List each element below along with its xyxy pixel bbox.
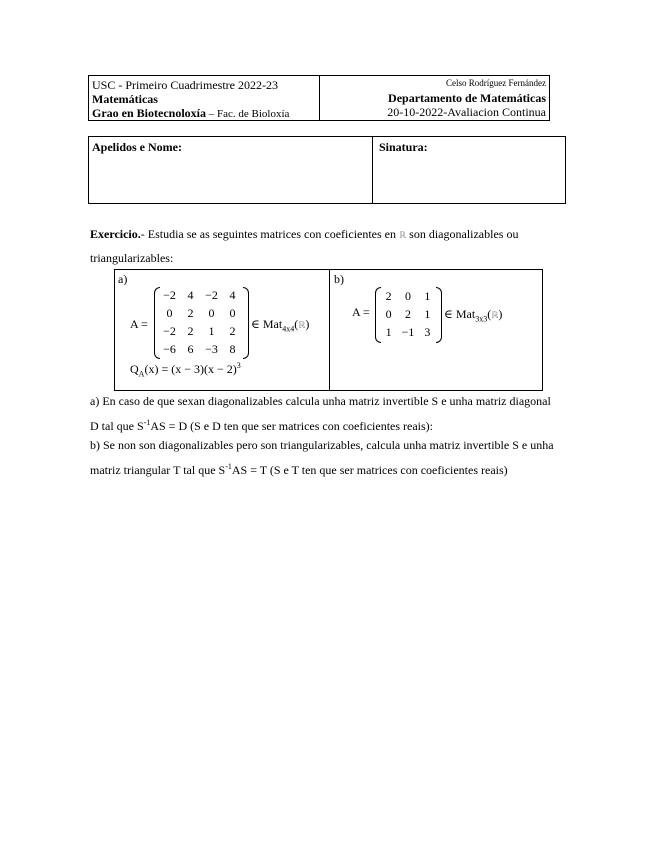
exercise-title: Exercicio. xyxy=(90,227,141,241)
degree-line xyxy=(92,106,289,121)
poly-sub: A xyxy=(138,369,145,379)
exercise-intro-end: son diagonalizables ou triangularizables: xyxy=(90,227,519,265)
matrix-cell: 0 xyxy=(229,306,236,320)
matrix-cell: −2 xyxy=(163,324,176,338)
matrices-divider xyxy=(329,270,330,390)
student-info-divider xyxy=(372,137,373,203)
faculty-name: – Fac. de Bioloxía xyxy=(206,108,290,120)
part-b-dim: 3x3 xyxy=(475,314,488,324)
right-paren-icon xyxy=(243,287,249,359)
matrix-cell: 2 xyxy=(187,306,194,320)
poly-body: (x) = (x − 3)(x − 2) xyxy=(144,362,237,376)
matrix-a xyxy=(159,286,243,358)
part-b-lhs: A = xyxy=(352,305,370,319)
part-b-label: b) xyxy=(334,272,344,286)
characteristic-polynomial xyxy=(130,361,241,378)
exam-header xyxy=(88,75,550,121)
matrix-cell: 2 xyxy=(385,289,392,303)
part-a-real-symbol: ℝ xyxy=(298,321,306,331)
matrix-cell: −2 xyxy=(205,288,218,302)
part-b-mat: ∈ Mat xyxy=(444,307,476,321)
student-info-box xyxy=(88,136,566,204)
exam-date: 20-10-2022-Avaliacion Continua xyxy=(387,105,546,119)
matrix-cell: 3 xyxy=(424,325,431,339)
question-b-text-1: b) Se non son diagonalizables pero son triangularizables, calcula unha matriz invertible S e unha matriz triangular T tal que S xyxy=(90,438,554,477)
part-b-real-symbol: ℝ xyxy=(491,311,499,321)
question-a-text-1: a) En caso de que sexan diagonalizables calcula unha matriz invertible S e unha matriz diagonal D tal que S xyxy=(90,394,551,433)
matrix-cell: 0 xyxy=(208,306,215,320)
matrix-cell: −3 xyxy=(205,342,218,356)
matrix-cell: 6 xyxy=(187,342,194,356)
right-paren-icon xyxy=(436,287,442,343)
exercise-intro-start: - Estudia se as seguintes matrices con coeficientes en xyxy=(140,227,400,241)
part-a-label: a) xyxy=(118,272,128,286)
matrix-cell: −1 xyxy=(401,325,415,339)
department-name: Departamento de Matemáticas xyxy=(388,91,546,105)
matrices-table xyxy=(114,269,543,391)
matrix-cell: −6 xyxy=(163,342,176,356)
header-divider xyxy=(319,76,320,120)
exercise-statement xyxy=(90,223,560,269)
author-name: Celso Rodríguez Fernández xyxy=(446,78,546,88)
matrix-cell: 1 xyxy=(424,289,431,303)
question-b-inverse: -1 xyxy=(225,462,232,471)
part-a-mat: ∈ Mat xyxy=(251,317,283,331)
question-a-inverse: -1 xyxy=(143,418,151,427)
matrix-cell: 4 xyxy=(187,288,194,302)
matrix-b xyxy=(379,287,437,341)
subject-title: Matemáticas xyxy=(92,92,158,106)
part-a-membership: ∈ Mat$_{4x4}$(ℝ) xyxy=(251,317,310,334)
degree-name: Grao en Biotecnoloxía xyxy=(92,106,206,120)
part-b-membership: ∈ Mat$_{3x3}$(ℝ) xyxy=(444,307,503,324)
poly-q: Q xyxy=(130,362,139,376)
question-b-text-2: AS = T (S e T ten que ser matrices con coeficientes reais) xyxy=(231,463,508,477)
matrix-cell: 0 xyxy=(166,306,173,320)
part-a-dim: 4x4 xyxy=(282,324,295,334)
matrix-cell: −2 xyxy=(163,288,176,302)
question-a xyxy=(90,390,560,437)
matrix-cell: 0 xyxy=(404,289,411,303)
matrix-cell: 4 xyxy=(229,288,236,302)
matrix-cell: 1 xyxy=(208,324,215,338)
matrix-cell: 8 xyxy=(229,342,236,356)
poly-exponent: 3 xyxy=(236,361,241,370)
matrix-cell: 2 xyxy=(187,324,194,338)
course-line: USC - Primeiro Cuadrimestre 2022-23 xyxy=(92,78,278,92)
question-a-text-2: AS = D (S e D ten que ser matrices con coeficientes reais): xyxy=(150,419,434,433)
matrix-cell: 2 xyxy=(404,307,411,321)
question-b xyxy=(90,434,560,481)
matrix-cell: 0 xyxy=(385,307,392,321)
matrix-cell: 1 xyxy=(385,325,392,339)
matrix-cell: 2 xyxy=(229,324,236,338)
matrix-cell: 1 xyxy=(424,307,431,321)
part-a-lhs: A = xyxy=(130,317,148,331)
signature-label: Sinatura: xyxy=(379,140,428,154)
real-numbers-symbol: ℝ xyxy=(399,231,407,241)
name-label: Apelidos e Nome: xyxy=(92,140,182,154)
